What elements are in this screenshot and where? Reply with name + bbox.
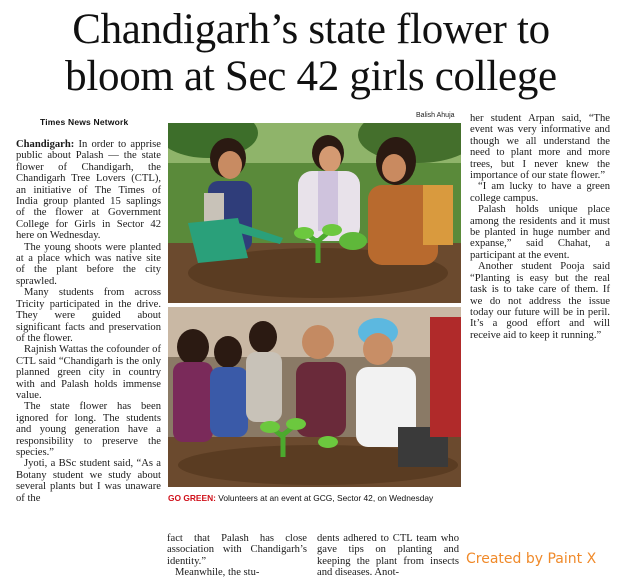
paragraph: The state flower has been ignored for long. The students and young generation have a responsibility to preserve the species.”: [16, 401, 161, 458]
dateline: Chandigarh:: [16, 139, 75, 150]
headline: [0, 6, 622, 100]
photo-volunteers-planting: [168, 307, 461, 487]
photo-credit: Balish Ahuja: [416, 112, 455, 119]
article-column-2: [167, 533, 307, 579]
headline-line-2: bloom at Sec 42 girls college: [65, 53, 557, 100]
article-column-4: [470, 113, 610, 341]
watermark: Created by Paint X: [466, 551, 597, 567]
paragraph-text: In order to apprise public about Palash — the state flower of Chandigarh, the Chandigarh Tree Lovers (CTL), an initiative of The Times of India group planted 15 saplings of the flower at Government College for Girls in Sector 42 here on Wednesday.: [16, 139, 161, 242]
caption-lead: GO GREEN:: [168, 493, 216, 503]
paragraph: Meanwhile, the stu-: [175, 567, 260, 579]
paragraph: The young shoots were planted at a place which was native site of the plant before the city sprawled.: [16, 241, 161, 287]
paragraph: Many students from across Tricity participated in the drive. They were guided about significant facts and preservation of the flower.: [16, 287, 161, 344]
paragraph: Jyoti, a BSc student said, “As a Botany student we study about several plants but I was unaware of the: [16, 458, 161, 504]
paragraph: Rajnish Wattas the cofounder of CTL said “Chandigarh is the only planned green city in country with and Palash holds immense value.: [16, 344, 161, 401]
photo-girls-planting: [168, 123, 461, 303]
paragraph: her student Arpan said, “The event was very informative and though we all understand the need to plant more and more trees, but I never knew the importance of our state flower.”: [470, 113, 610, 182]
article-column-3: [317, 533, 459, 579]
byline: Times News Network: [40, 117, 129, 127]
photo-caption: [168, 493, 468, 503]
paragraph: Another student Pooja said “Planting is easy but the real task is to take care of them. If we do not address the issue today our future will be in peril. It’s a good effort and will receive aid to keep it running.”: [470, 261, 610, 341]
paragraph: Palash holds unique place among the residents and it must be planted in huge number and expanse,” said Chahat, a participant at the event.: [470, 204, 610, 261]
headline-line-1: Chandigarh’s state flower to: [72, 6, 550, 53]
article-column-1: [16, 139, 161, 504]
paragraph: [16, 139, 161, 242]
paragraph: “I am lucky to have a green college campus.: [470, 181, 610, 204]
paragraph: dents adhered to CTL team who gave tips on planting and keeping the plant from insects and diseases. Anot-: [317, 533, 459, 579]
paragraph: fact that Palash has close association with Chandigarh’s identity.”: [167, 533, 307, 567]
caption-text: Volunteers at an event at GCG, Sector 42, on Wednesday: [215, 493, 434, 503]
